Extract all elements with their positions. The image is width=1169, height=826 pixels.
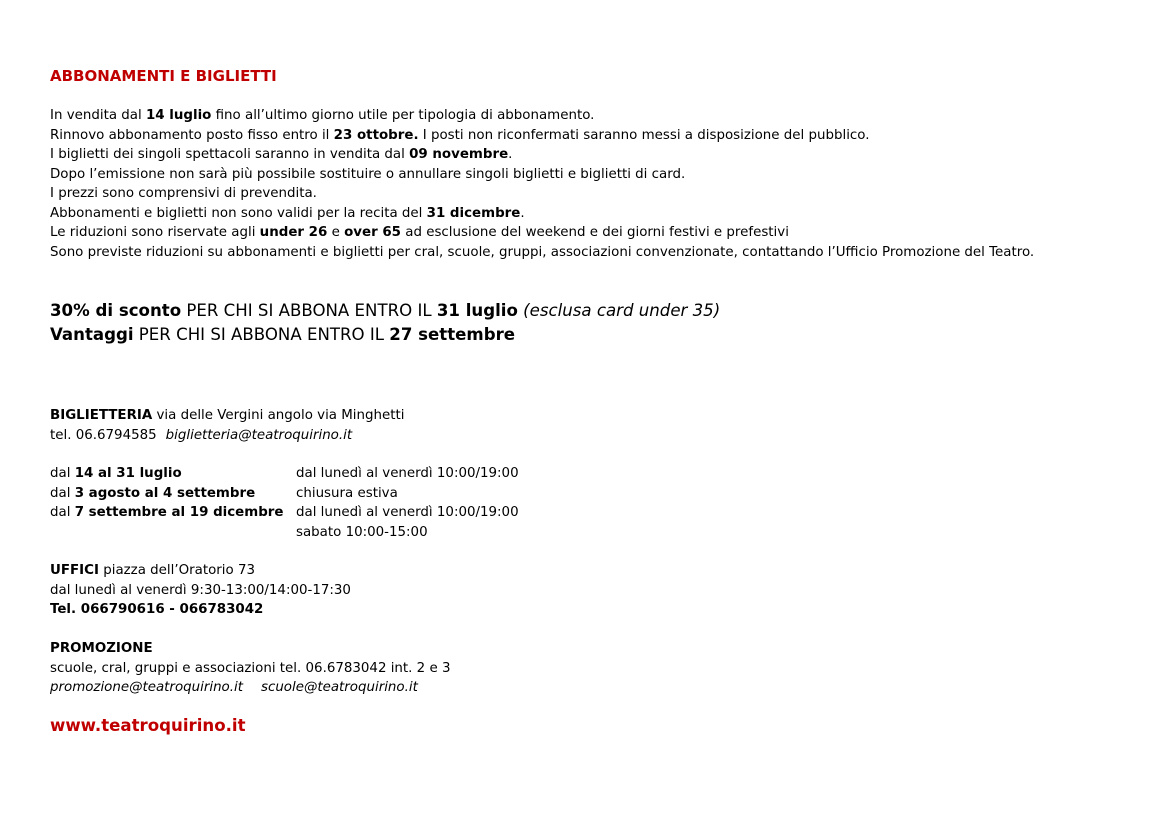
hours-prefix: dal [50, 485, 75, 501]
info-highlight: 09 novembre [409, 147, 509, 162]
hours-prefix: dal [50, 505, 75, 520]
hours-period [50, 503, 296, 523]
promotion-heading: PROMOZIONE [50, 641, 153, 656]
info-line [50, 126, 1034, 146]
info-highlight: 31 dicembre [426, 205, 521, 221]
info-highlight: under 26 [259, 225, 328, 240]
info-text: I prezzi sono comprensivi di prevendita. [50, 186, 317, 201]
promotion-section [50, 639, 450, 698]
info-line [50, 106, 1034, 126]
offer-note: (esclusa card under 35) [517, 301, 721, 320]
info-highlight: over 65 [344, 225, 401, 240]
info-paragraph [50, 106, 1034, 262]
hours-period [50, 523, 296, 543]
info-text: In vendita dal [50, 108, 146, 123]
info-line [50, 204, 1034, 224]
hours-row [50, 523, 519, 543]
hours-value: sabato 10:00-15:00 [296, 524, 428, 540]
info-text: Abbonamenti e biglietti non sono validi per la recita del [50, 205, 427, 221]
info-line [50, 145, 1034, 165]
offer-highlight: Vantaggi [50, 325, 134, 344]
info-text: I biglietti dei singoli spettacoli saranno in vendita dal [50, 147, 410, 162]
info-text: . [520, 205, 525, 221]
hours-prefix: dal [50, 466, 75, 481]
promotion-email-line [50, 678, 450, 698]
info-text: I posti non riconfermati saranno messi a disposizione del pubblico. [418, 127, 870, 143]
info-highlight: 14 luglio [145, 108, 212, 123]
promotion-heading-line [50, 639, 450, 659]
website-link[interactable]: www.teatroquirino.it [50, 716, 246, 735]
hours-row [50, 484, 519, 504]
hours-period [50, 484, 296, 504]
offer-text: PER CHI SI ABBONA ENTRO IL [181, 301, 437, 320]
page-title: ABBONAMENTI E BIGLIETTI [50, 67, 277, 85]
box-office-phone: tel. 06.6794585 [50, 427, 157, 443]
info-line [50, 223, 1034, 243]
offices-hours: dal lunedì al venerdì 9:30-13:00/14:00-17:30 [50, 582, 351, 598]
offer-text: PER CHI SI ABBONA ENTRO IL [133, 325, 390, 344]
offices-heading: UFFICI [50, 563, 99, 578]
offer-discount [50, 301, 720, 320]
info-text: . [508, 147, 513, 162]
offices-section [50, 561, 351, 620]
hours-period-dates: 7 settembre al 19 dicembre [74, 505, 284, 520]
info-text: fino all’ultimo giorno utile per tipologia di abbonamento. [211, 108, 595, 123]
hours-value: chiusura estiva [296, 485, 398, 501]
info-text: ad esclusione del weekend e dei giorni festivi e prefestivi [401, 225, 789, 240]
offer-date: 31 luglio [436, 301, 518, 320]
info-line [50, 184, 1034, 204]
info-text: Sono previste riduzioni su abbonamenti e biglietti per cral, scuole, gruppi, associazioni convenzionate, contattando l’Ufficio Promozione del Teatro. [50, 244, 1035, 260]
box-office-contact-line [50, 426, 404, 446]
hours-period [50, 464, 296, 484]
box-office-heading: BIGLIETTERIA [50, 408, 153, 423]
info-line [50, 243, 1034, 263]
opening-hours-table [50, 464, 519, 542]
offices-address: piazza dell’Oratorio 73 [98, 563, 256, 578]
info-text: Le riduzioni sono riservate agli [50, 225, 260, 240]
box-office-email-link[interactable]: biglietteria@teatroquirino.it [165, 427, 353, 443]
hours-value: dal lunedì al venerdì 10:00/19:00 [296, 466, 519, 481]
hours-value: dal lunedì al venerdì 10:00/19:00 [296, 505, 519, 520]
hours-period-dates: 14 al 31 luglio [74, 466, 182, 481]
info-text: Rinnovo abbonamento posto fisso entro il [50, 127, 334, 143]
offices-phone: Tel. 066790616 - 066783042 [50, 602, 264, 617]
offer-advantages [50, 325, 515, 344]
info-text: e [327, 225, 345, 240]
hours-row [50, 503, 519, 523]
promotion-contact: scuole, cral, gruppi e associazioni tel. 06.6783042 int. 2 e 3 [50, 660, 451, 676]
box-office-section [50, 406, 404, 445]
hours-period-dates: 3 agosto al 4 settembre [74, 485, 256, 501]
offices-phone-line [50, 600, 351, 620]
info-line [50, 165, 1034, 185]
promotion-email-link[interactable]: promozione@teatroquirino.it [50, 680, 243, 695]
offer-date: 27 settembre [389, 325, 516, 344]
schools-email-link[interactable]: scuole@teatroquirino.it [260, 680, 418, 695]
box-office-address-line [50, 406, 404, 426]
box-office-address: via delle Vergini angolo via Minghetti [152, 408, 405, 423]
offer-highlight: 30% di sconto [50, 301, 182, 320]
hours-row [50, 464, 519, 484]
offices-address-line [50, 561, 351, 581]
info-highlight: 23 ottobre. [333, 127, 419, 143]
info-text: Dopo l’emissione non sarà più possibile sostituire o annullare singoli biglietti e biglietti di card. [50, 166, 686, 182]
